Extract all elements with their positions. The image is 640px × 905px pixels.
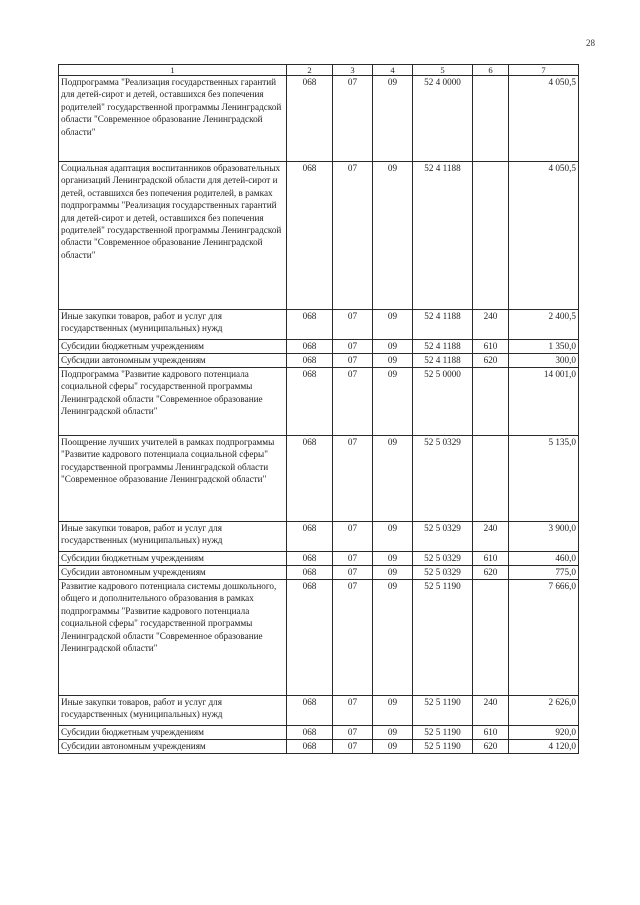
row-expense-type: 620 — [473, 566, 509, 580]
row-amount: 3 900,0 — [509, 522, 579, 552]
page-number: 28 — [586, 38, 595, 48]
row-ministry-code: 068 — [287, 522, 333, 552]
row-ministry-code: 068 — [287, 368, 333, 436]
row-name: Иные закупки товаров, работ и услуг для государственных (муниципальных) нужд — [59, 522, 287, 552]
header-col-3: 3 — [333, 65, 373, 76]
row-target-code: 52 5 1190 — [413, 726, 473, 740]
row-subsection-code: 09 — [373, 552, 413, 566]
header-col-4: 4 — [373, 65, 413, 76]
budget-table — [58, 64, 579, 754]
row-amount: 775,0 — [509, 566, 579, 580]
row-target-code: 52 5 1190 — [413, 740, 473, 754]
row-target-code: 52 5 0329 — [413, 566, 473, 580]
row-subsection-code: 09 — [373, 340, 413, 354]
header-col-2: 2 — [287, 65, 333, 76]
table-row — [59, 580, 579, 696]
row-name: Субсидии автономным учреждениям — [59, 740, 287, 754]
row-subsection-code: 09 — [373, 696, 413, 726]
table-row — [59, 552, 579, 566]
row-name: Поощрение лучших учителей в рамках подпрограммы "Развитие кадрового потенциала социальной сферы" государственной программы Ленинградской области "Современное образование Ленинградской области" — [59, 436, 287, 522]
row-section-code: 07 — [333, 354, 373, 368]
row-expense-type — [473, 436, 509, 522]
row-amount: 920,0 — [509, 726, 579, 740]
row-name: Субсидии автономным учреждениям — [59, 566, 287, 580]
row-section-code: 07 — [333, 436, 373, 522]
row-subsection-code: 09 — [373, 522, 413, 552]
row-expense-type: 620 — [473, 740, 509, 754]
row-target-code: 52 5 0329 — [413, 436, 473, 522]
row-amount: 4 050,5 — [509, 76, 579, 162]
row-expense-type: 240 — [473, 522, 509, 552]
row-name: Подпрограмма "Реализация государственных гарантий для детей-сирот и детей, оставшихся без попечения родителей" государственной программы Ленинградской области "Современное образование Ленинградской области" — [59, 76, 287, 162]
row-expense-type — [473, 368, 509, 436]
row-section-code: 07 — [333, 552, 373, 566]
row-ministry-code: 068 — [287, 552, 333, 566]
row-subsection-code: 09 — [373, 368, 413, 436]
header-col-7: 7 — [509, 65, 579, 76]
table-row — [59, 696, 579, 726]
header-row — [59, 65, 579, 76]
table-row — [59, 566, 579, 580]
row-subsection-code: 09 — [373, 740, 413, 754]
row-amount: 5 135,0 — [509, 436, 579, 522]
row-expense-type — [473, 580, 509, 696]
row-expense-type — [473, 162, 509, 310]
table-row — [59, 726, 579, 740]
row-ministry-code: 068 — [287, 354, 333, 368]
table-row — [59, 76, 579, 162]
row-name: Социальная адаптация воспитанников образовательных организаций Ленинградской области для детей-сирот и детей, оставшихся без попечения родителей, в рамках подпрограммы "Реализация государственных гарантий для детей-сирот и детей, оставшихся без попечения родителей" государственной программы Ленинградской области "Современное образование Ленинградской области" — [59, 162, 287, 310]
row-amount: 460,0 — [509, 552, 579, 566]
row-ministry-code: 068 — [287, 566, 333, 580]
table-row — [59, 162, 579, 310]
row-ministry-code: 068 — [287, 310, 333, 340]
row-target-code: 52 5 1190 — [413, 580, 473, 696]
row-expense-type — [473, 76, 509, 162]
row-section-code: 07 — [333, 696, 373, 726]
row-section-code: 07 — [333, 162, 373, 310]
row-subsection-code: 09 — [373, 566, 413, 580]
row-ministry-code: 068 — [287, 76, 333, 162]
row-expense-type: 620 — [473, 354, 509, 368]
row-ministry-code: 068 — [287, 340, 333, 354]
table-row — [59, 340, 579, 354]
row-section-code: 07 — [333, 740, 373, 754]
row-subsection-code: 09 — [373, 162, 413, 310]
row-subsection-code: 09 — [373, 310, 413, 340]
header-col-6: 6 — [473, 65, 509, 76]
row-amount: 1 350,0 — [509, 340, 579, 354]
row-name: Субсидии бюджетным учреждениям — [59, 726, 287, 740]
row-expense-type: 610 — [473, 726, 509, 740]
row-target-code: 52 5 0000 — [413, 368, 473, 436]
row-ministry-code: 068 — [287, 162, 333, 310]
row-ministry-code: 068 — [287, 696, 333, 726]
header-col-5: 5 — [413, 65, 473, 76]
row-expense-type: 240 — [473, 696, 509, 726]
row-target-code: 52 4 1188 — [413, 162, 473, 310]
row-expense-type: 610 — [473, 340, 509, 354]
header-col-1: 1 — [59, 65, 287, 76]
row-section-code: 07 — [333, 566, 373, 580]
row-subsection-code: 09 — [373, 726, 413, 740]
row-section-code: 07 — [333, 580, 373, 696]
row-amount: 4 120,0 — [509, 740, 579, 754]
table-row — [59, 368, 579, 436]
row-expense-type: 610 — [473, 552, 509, 566]
row-name: Субсидии бюджетным учреждениям — [59, 340, 287, 354]
row-target-code: 52 4 1188 — [413, 310, 473, 340]
table-row — [59, 310, 579, 340]
row-section-code: 07 — [333, 522, 373, 552]
row-amount: 300,0 — [509, 354, 579, 368]
row-amount: 2 626,0 — [509, 696, 579, 726]
row-subsection-code: 09 — [373, 76, 413, 162]
table-row — [59, 740, 579, 754]
row-subsection-code: 09 — [373, 580, 413, 696]
row-amount: 14 001,0 — [509, 368, 579, 436]
row-name: Подпрограмма "Развитие кадрового потенциала социальной сферы" государственной программы Ленинградской области "Современное образование Ленинградской области" — [59, 368, 287, 436]
row-target-code: 52 5 0329 — [413, 522, 473, 552]
row-amount: 4 050,5 — [509, 162, 579, 310]
row-subsection-code: 09 — [373, 354, 413, 368]
row-name: Иные закупки товаров, работ и услуг для государственных (муниципальных) нужд — [59, 310, 287, 340]
row-target-code: 52 5 0329 — [413, 552, 473, 566]
row-name: Иные закупки товаров, работ и услуг для государственных (муниципальных) нужд — [59, 696, 287, 726]
row-subsection-code: 09 — [373, 436, 413, 522]
row-section-code: 07 — [333, 310, 373, 340]
row-section-code: 07 — [333, 726, 373, 740]
row-ministry-code: 068 — [287, 740, 333, 754]
row-amount: 7 666,0 — [509, 580, 579, 696]
row-target-code: 52 5 1190 — [413, 696, 473, 726]
table-row — [59, 354, 579, 368]
row-section-code: 07 — [333, 76, 373, 162]
row-target-code: 52 4 1188 — [413, 340, 473, 354]
row-target-code: 52 4 0000 — [413, 76, 473, 162]
row-name: Субсидии бюджетным учреждениям — [59, 552, 287, 566]
row-section-code: 07 — [333, 368, 373, 436]
row-ministry-code: 068 — [287, 580, 333, 696]
row-name: Развитие кадрового потенциала системы дошкольного, общего и дополнительного образования в рамках подпрограммы "Развитие кадрового потенциала социальной сферы" государственной программы Ленинградской области "Современное образование Ленинградской области" — [59, 580, 287, 696]
row-expense-type: 240 — [473, 310, 509, 340]
table-row — [59, 436, 579, 522]
table-row — [59, 522, 579, 552]
row-name: Субсидии автономным учреждениям — [59, 354, 287, 368]
row-section-code: 07 — [333, 340, 373, 354]
row-amount: 2 400,5 — [509, 310, 579, 340]
row-target-code: 52 4 1188 — [413, 354, 473, 368]
row-ministry-code: 068 — [287, 726, 333, 740]
row-ministry-code: 068 — [287, 436, 333, 522]
